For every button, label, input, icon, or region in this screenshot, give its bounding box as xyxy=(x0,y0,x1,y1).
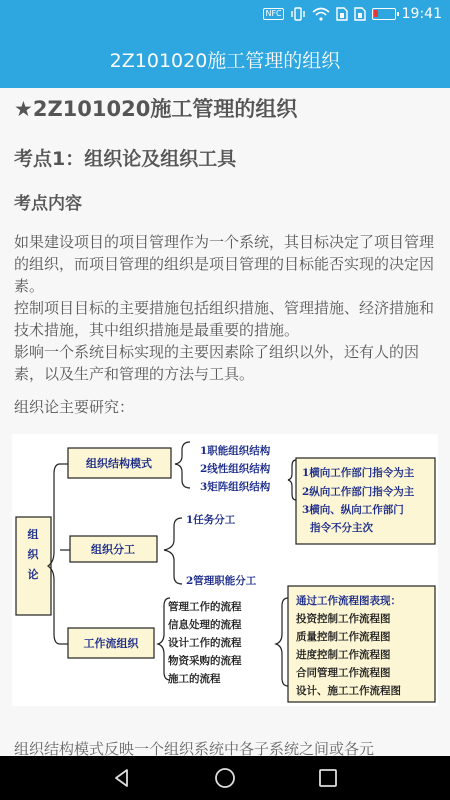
home-icon xyxy=(213,766,237,790)
diagram-note-line: 3横向、纵向工作部门 xyxy=(302,504,404,516)
status-time: 19:41 xyxy=(401,6,442,22)
diagram-intro: 组织论主要研究： xyxy=(14,398,135,416)
nfc-icon: NFC xyxy=(265,9,282,18)
vibrate-icon xyxy=(290,7,306,21)
diagram-item: 物资采购的流程 xyxy=(168,655,242,667)
recents-button[interactable] xyxy=(308,758,348,798)
diagram-item: 施工的流程 xyxy=(168,673,221,685)
battery-low-icon xyxy=(372,8,396,20)
paragraph: 如果建设项目的项目管理作为一个系统，其目标决定了项目管理的组织，而项目管理的组织是项目管理的目标能否实现的决定因素。 xyxy=(14,233,435,295)
diagram-brace xyxy=(164,518,182,584)
paragraph-cut-off: 组织结构模式反映一个组织系统中各子系统之间或各元 xyxy=(14,740,375,756)
diagram-note-line: 投资控制工作流程图 xyxy=(296,613,391,625)
diagram-item: 2线性组织结构 xyxy=(200,463,271,475)
diagram-item: 管理工作的流程 xyxy=(168,601,242,613)
diagram-root-char: 论 xyxy=(27,568,39,581)
home-button[interactable] xyxy=(205,758,245,798)
diagram-brace xyxy=(288,460,296,500)
subsection-title: 考点内容 xyxy=(14,194,82,214)
diagram-note-line: 质量控制工作流程图 xyxy=(296,631,391,643)
organization-theory-diagram xyxy=(12,434,438,706)
paragraph: 控制项目目标的主要措施包括组织措施、管理措施、经济措施和技术措施，其中组织措施是最重要的措施。 xyxy=(14,299,435,339)
diagram-note-line: 合同管理工作流程图 xyxy=(296,667,391,679)
diagram-brace xyxy=(276,598,288,686)
recents-icon xyxy=(317,767,339,789)
diagram-item: 3矩阵组织结构 xyxy=(200,481,271,493)
diagram-svg xyxy=(12,434,438,706)
status-icons xyxy=(263,6,442,22)
diagram-root-char: 组 xyxy=(27,528,39,541)
diagram-note-line: 进度控制工作流程图 xyxy=(296,649,391,661)
paragraph: 影响一个系统目标实现的主要因素除了组织以外，还有人的因素，以及生产和管理的方法与工具。 xyxy=(14,343,420,383)
article-content[interactable] xyxy=(0,88,450,756)
diagram-note-line: 通过工作流程图表现： xyxy=(296,595,401,607)
diagram-item: 设计工作的流程 xyxy=(168,637,242,649)
navigation-bar xyxy=(0,756,450,800)
app-bar-title: 2Z101020施工管理的组织 xyxy=(109,49,341,72)
section-title: 考点1：组织论及组织工具 xyxy=(14,148,237,170)
diagram-branch-label: 组织结构模式 xyxy=(86,457,152,470)
diagram-item: 1职能组织结构 xyxy=(200,445,271,457)
diagram-note-line: 1横向工作部门指令为主 xyxy=(302,467,415,479)
diagram-branch-label: 工作流组织 xyxy=(83,637,139,650)
diagram-root-char: 织 xyxy=(27,548,39,561)
diagram-item: 2管理职能分工 xyxy=(186,575,257,587)
back-button[interactable] xyxy=(102,758,142,798)
wifi-icon xyxy=(312,7,330,21)
article-title: ★2Z101020施工管理的组织 xyxy=(14,97,298,121)
diagram-note-line: 2纵向工作部门指令为主 xyxy=(302,486,415,498)
app-bar xyxy=(0,30,450,88)
status-bar xyxy=(0,0,450,30)
diagram-note-line: 设计、施工工作流程图 xyxy=(296,685,401,697)
diagram-brace xyxy=(175,442,190,488)
sim-card-icon xyxy=(336,7,348,21)
diagram-note-line: 指令不分主次 xyxy=(310,522,373,534)
sim-card-icon xyxy=(354,7,366,21)
back-icon xyxy=(111,767,133,789)
diagram-item: 信息处理的流程 xyxy=(168,619,242,631)
diagram-branch-label: 组织分工 xyxy=(91,543,135,556)
diagram-item: 1任务分工 xyxy=(186,514,236,526)
